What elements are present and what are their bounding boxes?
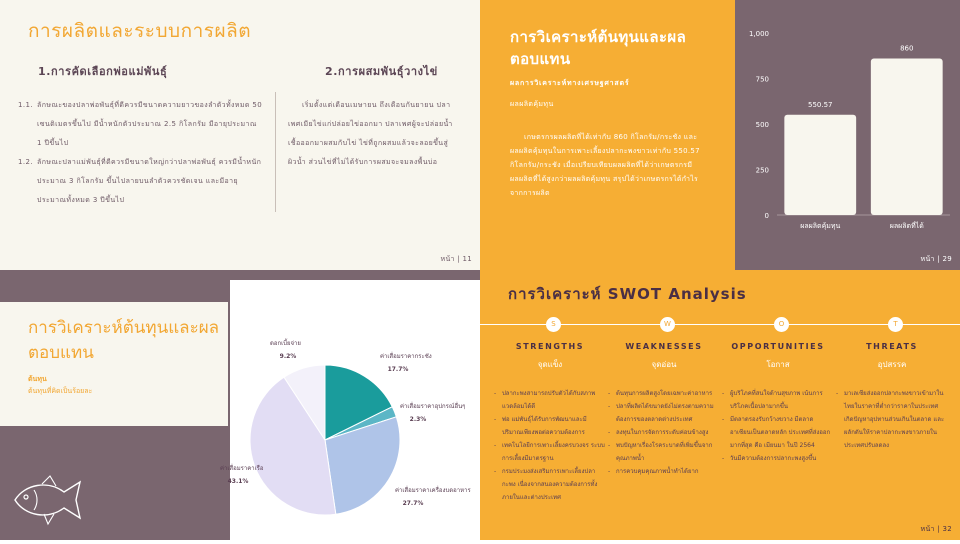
item-number: 1.1. bbox=[18, 101, 33, 109]
fish-illustration-icon bbox=[10, 470, 85, 530]
list-item: - วันมีความต้องการปลากะพงสูงขึ้น bbox=[722, 452, 834, 465]
swot-circle-w: W bbox=[660, 317, 675, 332]
bar-value-label: 860 bbox=[900, 44, 914, 53]
list-item: - การควบคุมคุณภาพน้ำทำได้ยาก bbox=[608, 465, 720, 478]
list-item: - มีตลาดรองรับกว้างขวาง มีตลาดอาเซียนเป็นตลาดหลัก ประเทศที่ส่งออกมากที่สุด คือ เมียนมา ในปี 2564 bbox=[722, 413, 834, 452]
list-item: - ลงทุนในการจัดการระดับค่อนข้างสูง bbox=[608, 426, 720, 439]
slide-swot[interactable] bbox=[480, 270, 960, 540]
list-item: - พบปัญหาเรื่องโรคระบาดที่เพิ่มขึ้นจากคุณภาพน้ำ bbox=[608, 439, 720, 465]
slice-category-label: ค่าเสื่อมราคาเครื่องบดอาหาร bbox=[395, 487, 471, 494]
slide-subtitle: ต้นทุน bbox=[28, 375, 47, 383]
slide-body-text: เกษตรกรผลผลิตที่ได้เท่ากับ 860 กิโลกรัม/กระชัง และผลผลิตคุ้มทุนในการเพาะเลี้ยงปลากะพงขาวเท่ากับ 550.57 กิโลกรัม/กระชัง เมื่อเปรียบเทียบผลผลิตที่ได้ว่าเกษตรกรมีผลผลิตที่ได้สูงกว่าผลผลิตคุ้มทุน สรุปได้ว่าเกษตรกรได้กำไรจากการผลิต bbox=[510, 133, 700, 197]
list-item bbox=[18, 96, 263, 153]
bar-chart bbox=[735, 0, 960, 270]
list-item: - พ่อ แม่พันธุ์ได้รับการพัฒนาและมีปริมาณเพียงพอต่อความต้องการ bbox=[494, 413, 606, 439]
swot-column-threats bbox=[836, 342, 948, 452]
column-heading-thai: โอกาส bbox=[766, 360, 790, 369]
list-item: - ปลากะพงสามารถปรับตัวได้กับสภาพแวดล้อมได้ดี bbox=[494, 387, 606, 413]
slide-subtitle: ผลการวิเคราะห์ทางเศรษฐศาสตร์ bbox=[510, 79, 630, 87]
y-tick-label: 1,000 bbox=[748, 30, 769, 38]
item-text: ลักษณะปลาแม่พันธุ์ที่ดีควรมีขนาดใหญ่กว่าปลาพ่อพันธุ์ ควรมีน้ำหนักประมาณ 3 กิโลกรัม ขึ้นไปลายบนลำตัวควรชัดเจน และมีอายุประมาณทั้งหมด 3 ปีขึ้นไป bbox=[37, 158, 262, 204]
swot-circle-s: S bbox=[546, 317, 561, 332]
y-tick-label: 500 bbox=[755, 121, 769, 129]
page-number: หน้า | 29 bbox=[920, 255, 952, 263]
slice-category-label: ดอกเบี้ยจ่าย bbox=[270, 340, 301, 347]
swot-column-opportunities bbox=[722, 342, 834, 465]
bullet-list bbox=[494, 387, 606, 504]
column-divider bbox=[275, 92, 276, 212]
bar bbox=[784, 115, 856, 215]
slide-title: การวิเคราะห์ SWOT Analysis bbox=[508, 285, 747, 303]
column-heading-spawning: 2.การผสมพันธุ์วางไข่ bbox=[325, 65, 438, 78]
swot-circle-t: T bbox=[888, 317, 903, 332]
slice-category-label: ค่าเสื่อมราคาอุปกรณ์อื่นๆ bbox=[400, 403, 466, 410]
column-heading-thai: อุปสรรค bbox=[877, 360, 907, 369]
column-heading-thai: จุดแข็ง bbox=[537, 360, 563, 369]
bullet-list bbox=[608, 387, 720, 478]
bullet-list bbox=[722, 387, 834, 465]
column-heading-thai: จุดอ่อน bbox=[651, 360, 677, 369]
list-item: - ต้นทุนการผลิตสูงโดยเฉพาะค่าอาหาร bbox=[608, 387, 720, 400]
list-item: - ผู้บริโภคที่สนใจด้านสุขภาพ เน้นการบริโภคเนื้อปลามากขึ้น bbox=[722, 387, 834, 413]
column-heading: OPPORTUNITIES bbox=[731, 342, 825, 351]
list-item: - มาเลเซียส่งออกปลากะพงขาวเข้ามาในไทยในราคาที่ต่ำกว่าราคาในประเทศ เกิดปัญหาอุปทานส่วนเกินในตลาด และผลักดันให้ราคาปลากะพงขาวภายในประเทศปรับลดลง bbox=[836, 387, 948, 452]
slide-cost-pie[interactable] bbox=[0, 270, 480, 540]
spawning-text: เริ่มตั้งแต่เดือนเมษายน ถึงเดือนกันยายน ปลาเพศเมียไข่แก่ปล่อยไข่ออกมา ปลาเพศผู้จะปล่อยน้ำเชื้อออกมาผสมกับไข่ ไข่ที่ถูกผสมแล้วจะลอยขึ้นสู่ผิวน้ำ ส่วนไข่ที่ไม่ได้รับการผสมจะจมลงพื้นบ่อ bbox=[288, 101, 453, 166]
slide-subheading: ต้นทุนที่คิดเป็นร้อยละ bbox=[28, 387, 93, 395]
page-number: หน้า | 32 bbox=[920, 525, 952, 533]
slide-cost-benefit-chart[interactable] bbox=[480, 0, 960, 270]
list-item: - ปลาที่ผลิตได้ขนาดยังไม่ตรงตามความต้องการของตลาดต่างประเทศ bbox=[608, 400, 720, 426]
bar bbox=[871, 58, 943, 215]
swot-column-weaknesses bbox=[608, 342, 720, 478]
y-tick-label: 0 bbox=[764, 212, 769, 220]
column-heading: WEAKNESSES bbox=[625, 342, 703, 351]
list-item: - กรมประมงส่งเสริมการเพาะเลี้ยงปลากะพง เนื่องจากสนองความต้องการทั้งภายในและต่างประเทศ bbox=[494, 465, 606, 504]
list-item bbox=[18, 153, 263, 210]
page-number: หน้า | 24 bbox=[440, 525, 472, 533]
y-tick-label: 250 bbox=[755, 166, 769, 175]
swot-column-strengths bbox=[494, 342, 606, 504]
column-heading: STRENGTHS bbox=[515, 342, 585, 351]
slice-category-label: ค่าเสื่อมราคาเรือ bbox=[220, 465, 264, 472]
slide-subheading: ผลผลิตคุ้มทุน bbox=[510, 100, 554, 108]
bar-chart-panel bbox=[735, 0, 960, 270]
slide-title: การผลิตและระบบการผลิต bbox=[28, 20, 252, 42]
slice-value-label: 17.7% bbox=[387, 366, 409, 373]
slice-category-label: ค่าเสื่อมราคากระชัง bbox=[380, 353, 432, 360]
slide-title: การวิเคราะห์ต้นทุนและผลตอบแทน bbox=[28, 318, 220, 363]
bullet-list bbox=[836, 387, 948, 452]
swot-circle-o: O bbox=[774, 317, 789, 332]
slice-value-label: 2.3% bbox=[409, 416, 427, 423]
item-number: 1.2. bbox=[18, 158, 33, 166]
title-card bbox=[0, 302, 228, 426]
bar-value-label: 550.57 bbox=[808, 100, 833, 109]
x-tick-label: ผลผลิตคุ้มทุน bbox=[800, 222, 841, 230]
y-tick-label: 750 bbox=[755, 75, 769, 84]
slide-title: การวิเคราะห์ต้นทุนและผลตอบแทน bbox=[510, 28, 687, 68]
slice-value-label: 27.7% bbox=[402, 500, 424, 507]
page-number: หน้า | 11 bbox=[440, 255, 472, 263]
pie-chart-panel bbox=[220, 280, 480, 540]
column-heading: THREATS bbox=[866, 342, 918, 351]
list-item: - เทคโนโลยีการเพาะเลี้ยงครบวงจร ระบบการเลี้ยงมีมาตรฐาน bbox=[494, 439, 606, 465]
column-heading-broodstock: 1.การคัดเลือกพ่อแม่พันธุ์ bbox=[38, 65, 168, 78]
slice-value-label: 9.2% bbox=[279, 353, 297, 360]
slice-value-label: 43.1% bbox=[227, 478, 249, 485]
pie-chart bbox=[220, 280, 480, 540]
slide-production-system[interactable] bbox=[0, 0, 480, 270]
item-text: ลักษณะของปลาพ่อพันธุ์ที่ดีควรมีขนาดความยาวของลำตัวทั้งหมด 50 เซนติเมตรขึ้นไป มีน้ำหนักตัวประมาณ 2.5 กิโลกรัม มีอายุประมาณ 1 ปีขึ้นไป bbox=[37, 101, 263, 147]
x-tick-label: ผลผลิตที่ได้ bbox=[889, 222, 924, 230]
